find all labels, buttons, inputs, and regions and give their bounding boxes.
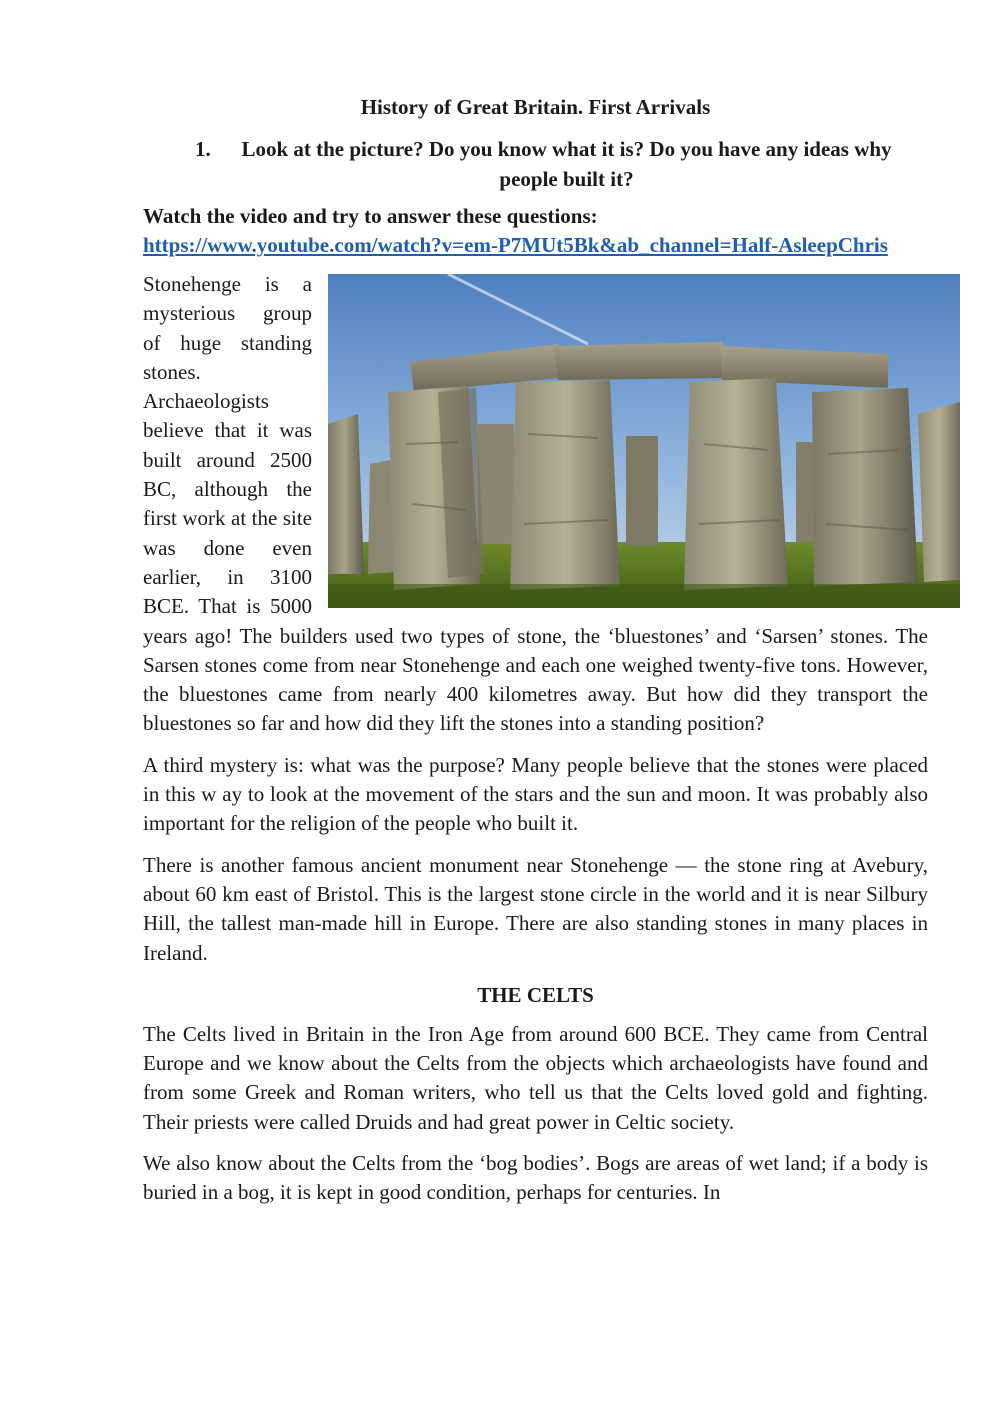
page-title: History of Great Britain. First Arrivals	[360, 95, 711, 119]
section-heading-celts: THE CELTS	[477, 982, 594, 1007]
video-link[interactable]: https://www.youtube.com/watch?v=em-P7MUt5Bk&ab_channel=Half-AsleepChris	[143, 233, 888, 257]
paragraph-avebury: There is another famous ancient monument near Stonehenge — the stone ring at Avebury, about 60 km east of Bristol. This is the largest stone circle in the world and it is near Silbury Hill, the tallest man-made hill in Europe. There are also standing stones in many places in Ireland.	[143, 852, 928, 965]
stonehenge-photo	[328, 274, 960, 608]
question-text: Look at the picture? Do you know what it is? Do you have any ideas why people built it?	[241, 137, 892, 191]
document-page	[143, 92, 928, 1220]
question-number: 1.	[195, 137, 211, 161]
paragraph-stonehenge-text: Stonehenge is a mysterious group of huge standing stones. Archaeologists believe that it was built around 2500 BC, although the first work at the site was done even earlier, in 3100 BCE. That is 5000 years ago! The builders used two types of stone, the ‘bluestones’ and ‘Sarsen’ stones. The Sarsen stones come from near Stonehenge and each one weighed twenty-five tons. However, the bluestones came from nearly 400 kilometres away. But how did they transport the bluestones so far and how did they lift the stones into a standing position?	[143, 272, 928, 736]
question-1	[143, 134, 928, 194]
paragraph-stonehenge	[143, 270, 928, 739]
paragraph-bog-bodies: We also know about the Celts from the ‘bog bodies’. Bogs are areas of wet land; if a body is buried in a bog, it is kept in good condition, perhaps for centuries. In	[143, 1151, 928, 1205]
watch-instruction: Watch the video and try to answer these questions:	[143, 204, 598, 228]
paragraph-celts: The Celts lived in Britain in the Iron Age from around 600 BCE. They came from Central Europe and we know about the Celts from the objects which archaeologists have found and from some Greek and Roman writers, who tell us that the Celts loved gold and fighting. Their priests were called Druids and had great power in Celtic society.	[143, 1021, 928, 1134]
paragraph-purpose: A third mystery is: what was the purpose? Many people believe that the stones were placed in this w ay to look at the movement of the stars and the sun and moon. It was probably also important for the religion of the people who built it.	[143, 752, 928, 836]
